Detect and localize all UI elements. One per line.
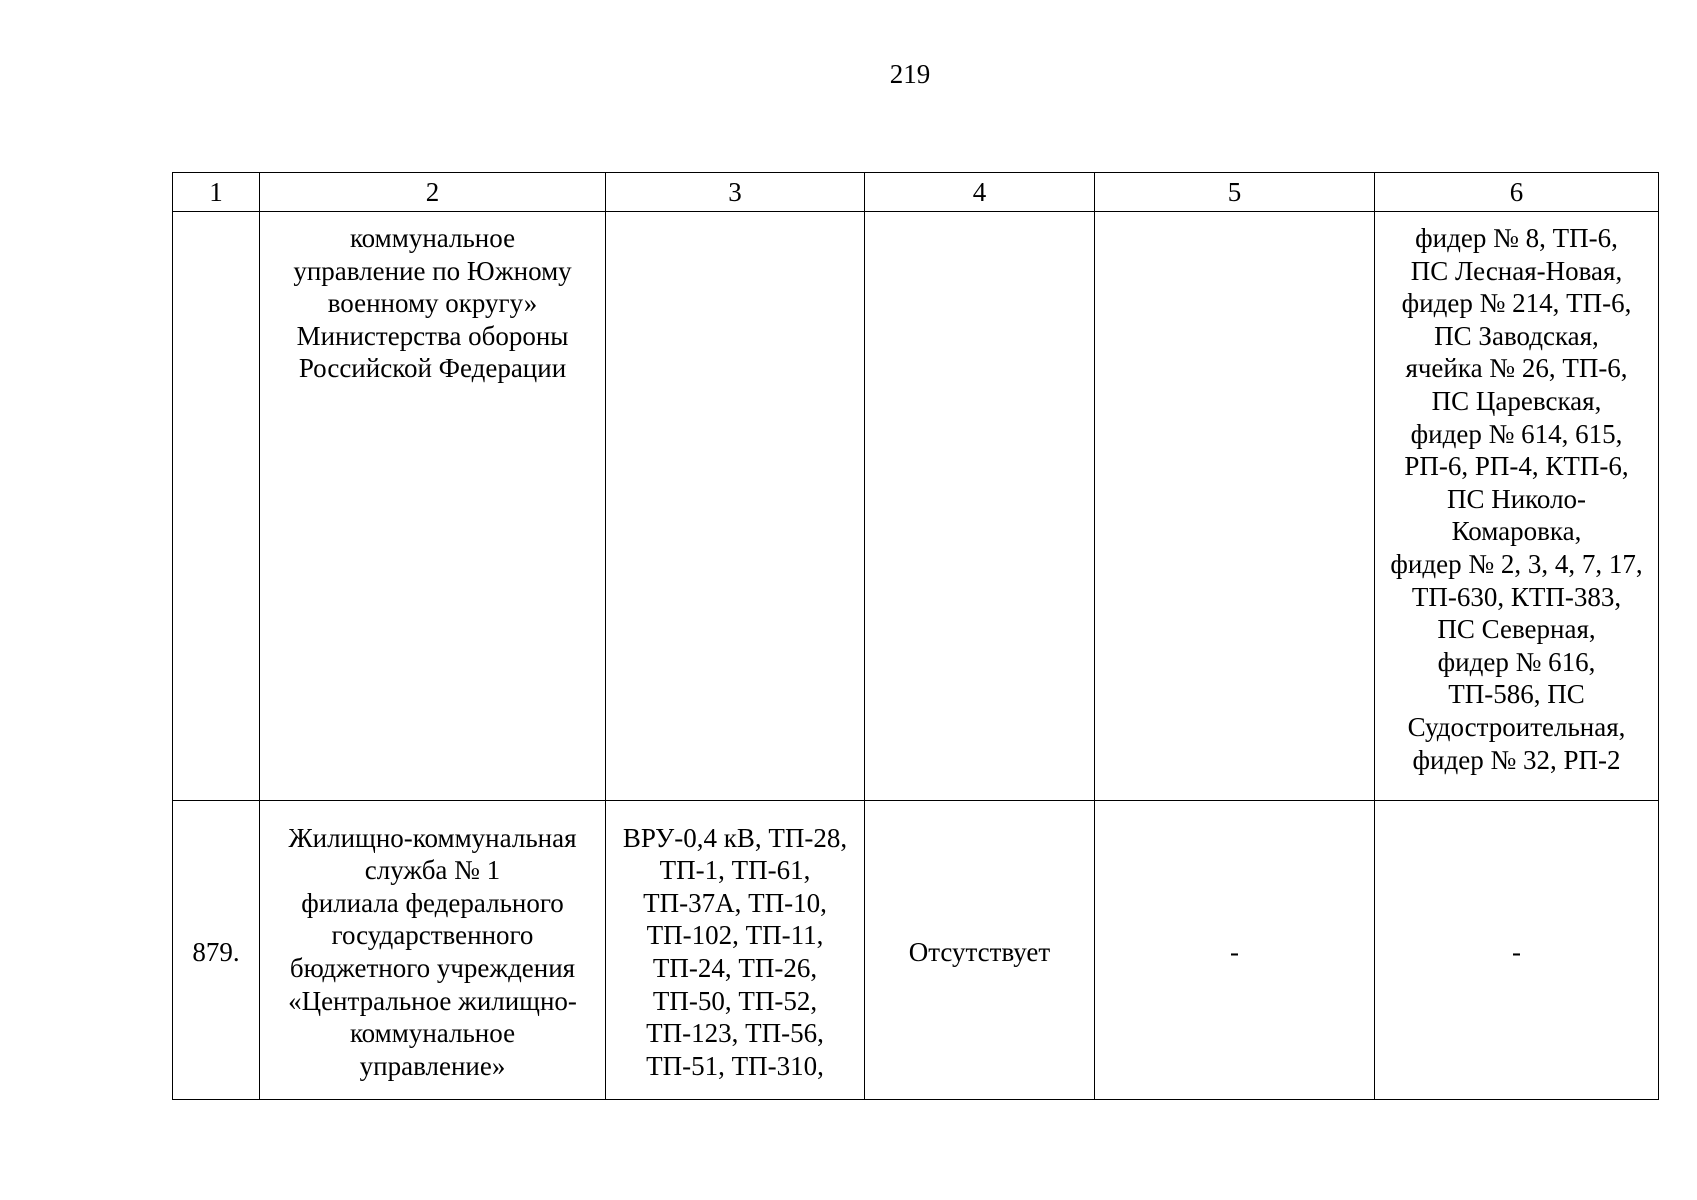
column-5-cell: - [1095,801,1375,1100]
header-cell-3: 3 [606,173,865,212]
table-row [173,212,1659,801]
supply-sources-cell: - [1375,801,1659,1100]
equipment-cell: ВРУ-0,4 кВ, ТП-28, ТП-1, ТП-61, ТП-37А, ТП-10, ТП-102, ТП-11, ТП-24, ТП-26, ТП-50, ТП-52, ТП-123, ТП-56, ТП-51, ТП-310, [606,801,865,1100]
header-cell-5: 5 [1095,173,1375,212]
header-cell-6: 6 [1375,173,1659,212]
header-cell-1: 1 [173,173,260,212]
column-5-cell [1095,212,1375,801]
column-4-cell: Отсутствует [865,801,1095,1100]
row-number-cell: 879. [173,801,260,1100]
supply-sources-cell: фидер № 8, ТП-6, ПС Лесная-Новая, фидер № 214, ТП-6, ПС Заводская, ячейка № 26, ТП-6, ПС Царевская, фидер № 614, 615, РП-6, РП-4, КТП-6, ПС Николо- Комаровка, фидер № 2, 3, 4, 7, 17, ТП-630, КТП-383, ПС Северная, фидер № 616, ТП-586, ПС Судостроительная, фидер № 32, РП-2 [1375,212,1659,801]
header-cell-2: 2 [260,173,606,212]
table-row [173,801,1659,1100]
column-4-cell [865,212,1095,801]
registry-table [172,172,1659,1100]
header-cell-4: 4 [865,173,1095,212]
table-header-row [173,173,1659,212]
page-number: 219 [889,59,931,89]
organization-cell: коммунальное управление по Южному военному округу» Министерства обороны Российской Федерации [260,212,606,801]
row-number-cell [173,212,260,801]
organization-cell: Жилищно-коммунальная служба № 1 филиала федерального государственного бюджетного учреждения «Центральное жилищно- коммунальное управление» [260,801,606,1100]
equipment-cell [606,212,865,801]
